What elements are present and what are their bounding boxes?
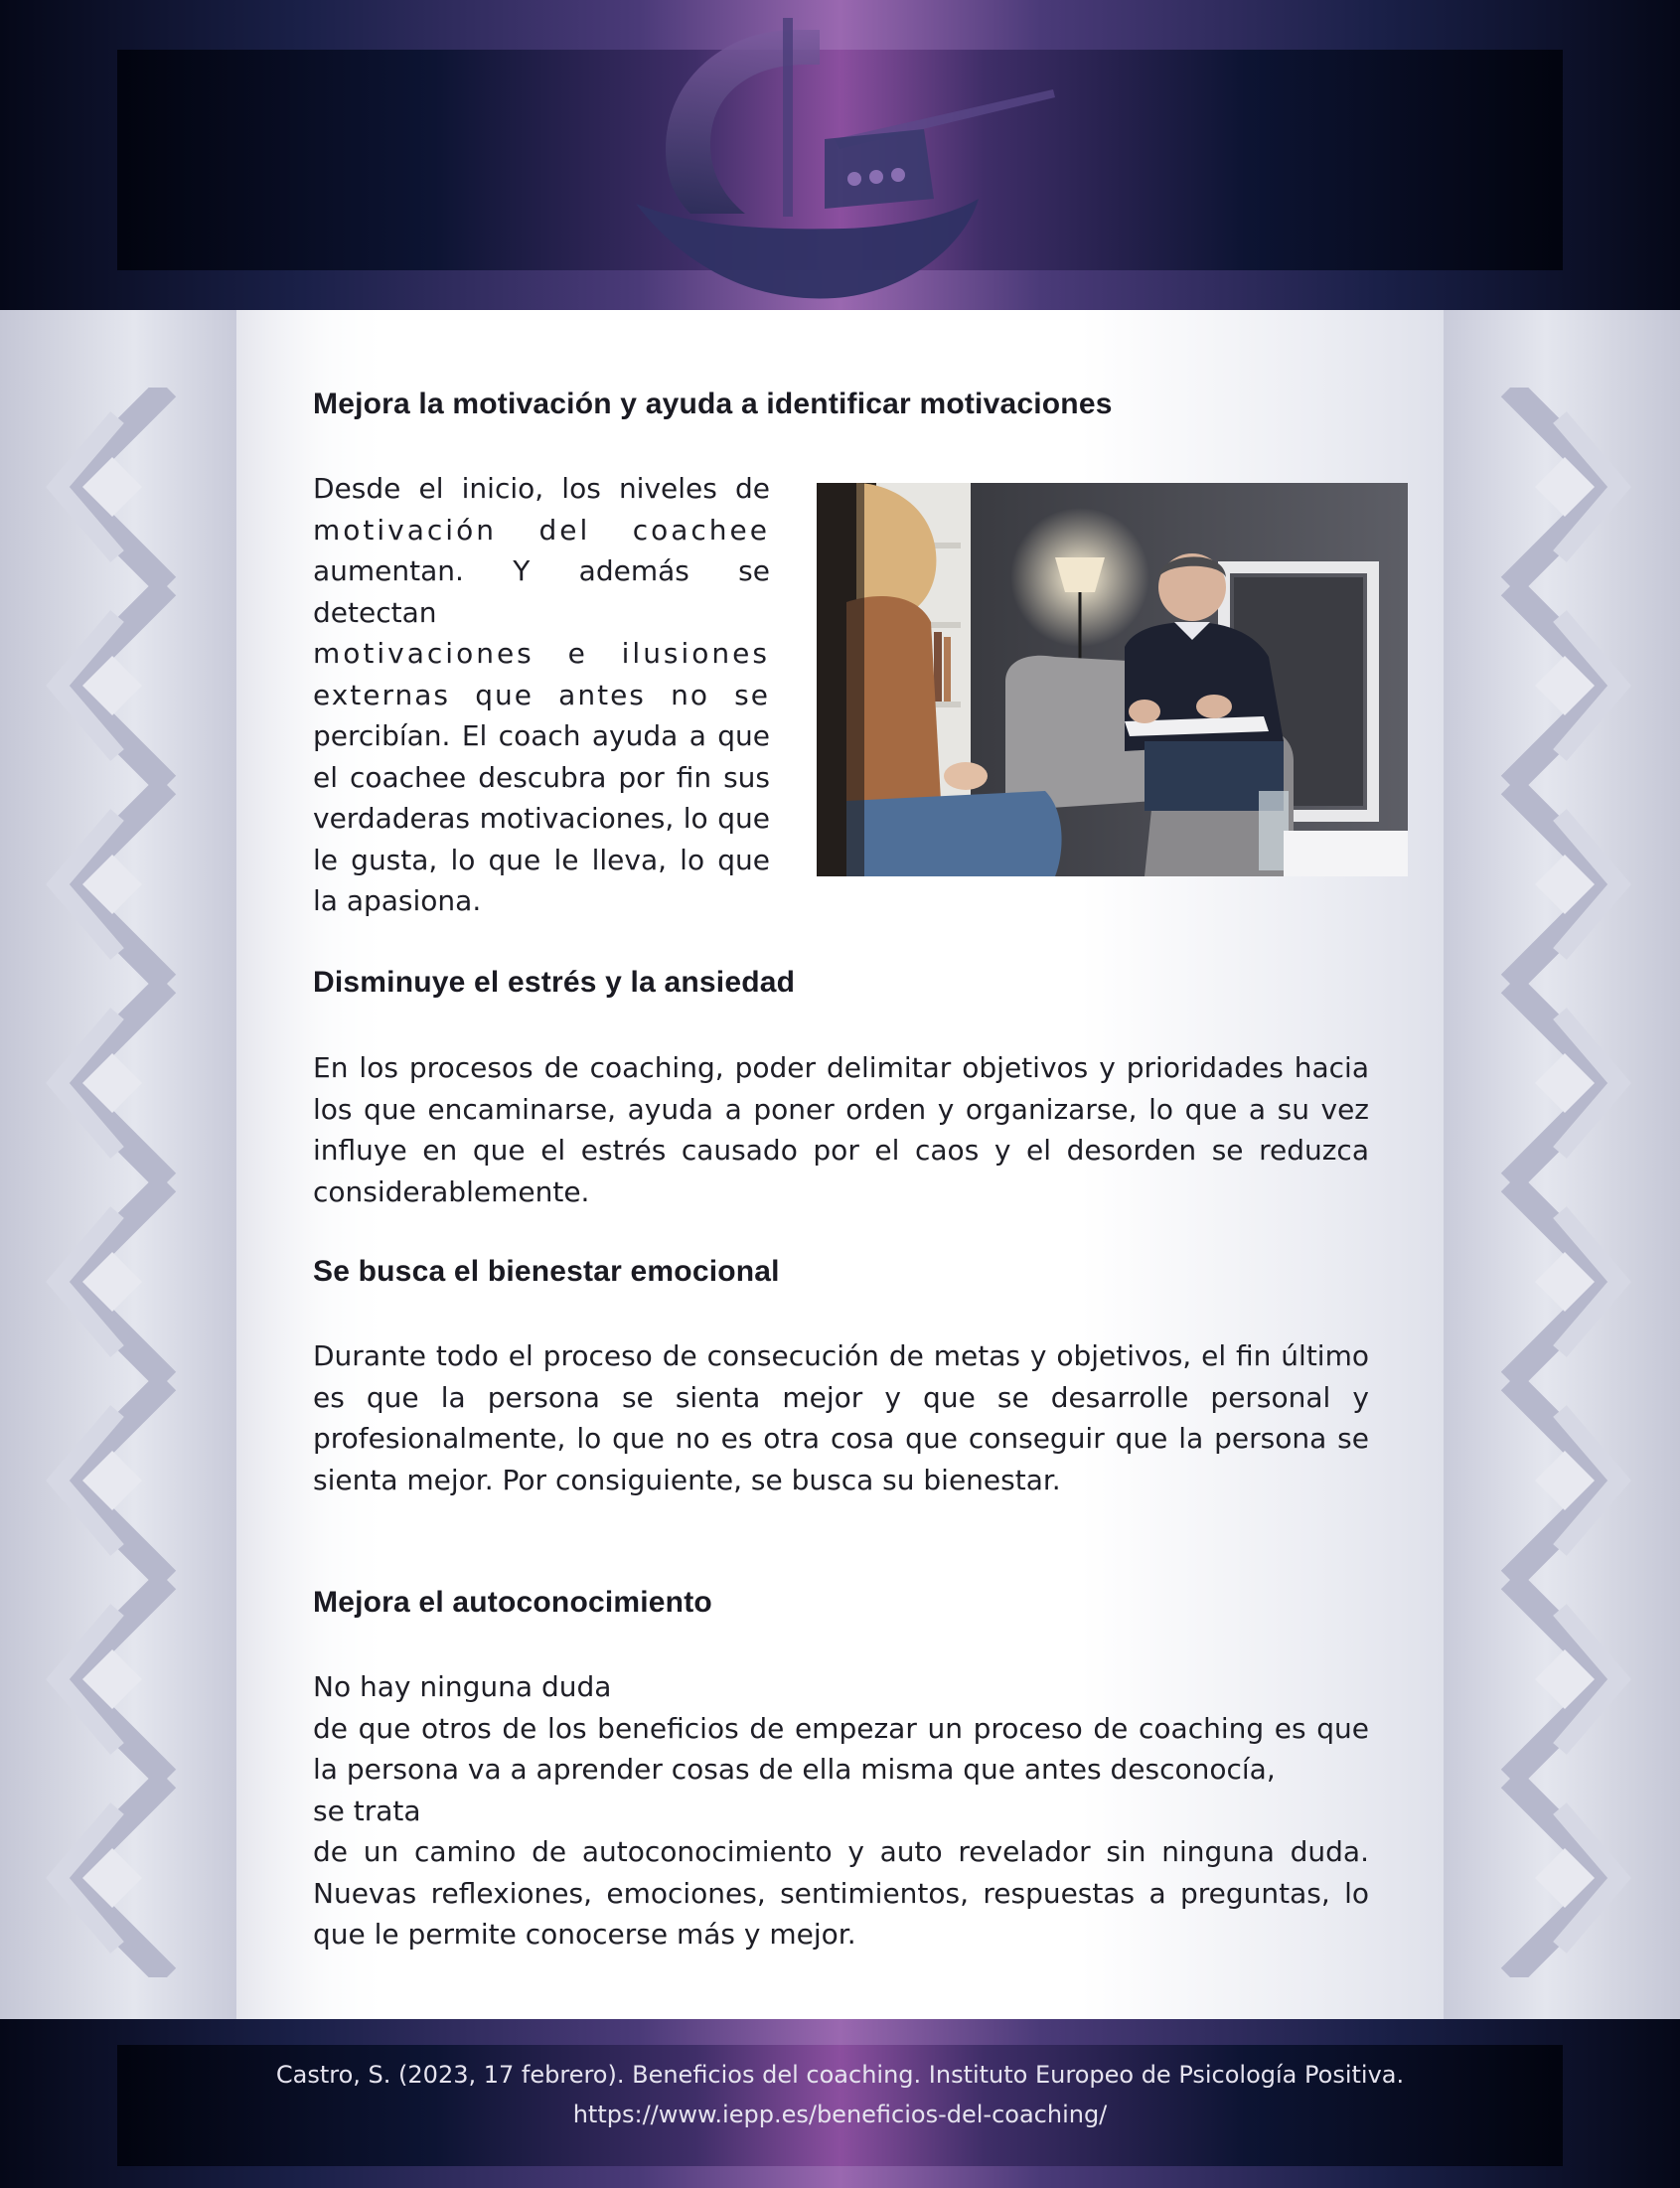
page-header: [0, 0, 1680, 310]
section-heading-wellbeing: Se busca el bienestar emocional: [313, 1255, 780, 1288]
section-heading-stress: Disminuye el estrés y la ansiedad: [313, 966, 796, 999]
section-heading-motivation: Mejora la motivación y ayuda a identificar motivaciones: [313, 388, 1113, 420]
citation-line: Castro, S. (2023, 17 febrero). Beneficios del coaching. Instituto Europeo de Psicología Positiva.: [275, 2061, 1405, 2089]
citation-url[interactable]: https://www.iepp.es/beneficios-del-coaching/: [572, 2101, 1108, 2128]
page-footer: [0, 2019, 1680, 2188]
ship-logo-icon: [606, 10, 1073, 308]
section-text-self-knowledge: No hay ninguna duda de que otros de los beneficios de empezar un proceso de coaching es que la persona va a aprender cosas de ella misma que antes desconocía, se trata de un camino de autoconocimiento y auto revelador sin ninguna duda. Nuevas reflexiones, emociones, sentimientos, respuestas a preguntas, lo que le permite conocerse más y mejor.: [313, 1670, 1369, 1951]
left-diamond-pattern: [28, 388, 197, 1977]
section-heading-self-knowledge: Mejora el autoconocimiento: [313, 1586, 712, 1619]
section-text-motivation: Desde el inicio, los niveles de motivación del coachee aumentan. Y además se detectan motivaciones e ilusiones externas que antes no se percibían. El coach ayuda a que el coachee descubra por fin sus verdaderas motivaciones, lo que le gusta, lo que le lleva, lo que la apasiona.: [313, 472, 770, 917]
section-text-wellbeing: Durante todo el proceso de consecución de metas y objetivos, el fin último es que la persona se sienta mejor y que se desarrolle personal y profesionalmente, lo que no es otra cosa que conseguir que la persona se sienta mejor. Por consiguiente, se busca su bienestar.: [313, 1339, 1369, 1496]
right-diamond-pattern: [1480, 388, 1649, 1977]
coaching-session-photo: [817, 483, 1408, 876]
section-text-stress: En los procesos de coaching, poder delimitar objetivos y prioridades hacia los que encaminarse, ayuda a poner orden y organizarse, lo que a su vez influye en que el estrés causado por el caos y el desorden se reduzca considerablemente.: [313, 1051, 1369, 1208]
